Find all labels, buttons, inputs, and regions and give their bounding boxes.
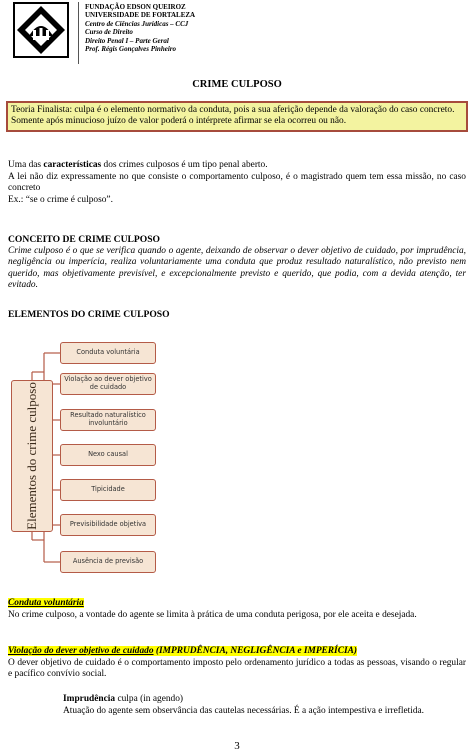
element-node-conduta: Conduta voluntária (60, 342, 156, 364)
imprudencia-bold: Imprudência (63, 694, 116, 704)
element-node-resultado: Resultado naturalístico involuntário (60, 409, 156, 431)
intro-text-start: Uma das (8, 160, 44, 170)
conduct-heading: Conduta voluntária (8, 598, 84, 608)
intro-example: Ex.: “se o crime é culposo”. (8, 194, 113, 205)
conduct-text: No crime culposo, a vontade do agente se limita à prática de uma conduta perigosa, por ele aceita e desejada. (8, 609, 417, 620)
header-line-2: UNIVERSIDADE DE FORTALEZA (85, 11, 196, 20)
page-title: CRIME CULPOSO (192, 79, 282, 90)
duty-heading-wrap (8, 646, 466, 658)
imprudencia-text: Atuação do agente sem observância das cautelas necessárias. É a ação intempestiva e irrefletida. (63, 705, 425, 716)
header-line-6: Prof. Régis Gonçalves Pinheiro (85, 45, 176, 54)
duty-heading: Violação do dever objetivo de cuidado (8, 646, 154, 656)
duty-text: O dever objetivo de cuidado é o comportamento imposto pelo ordenamento jurídico a todas as pessoas, visando o regular e pacífico convívio social. (8, 657, 466, 680)
concept-section (8, 234, 466, 292)
intro-section (8, 160, 466, 206)
university-logo (13, 2, 69, 58)
highlight-box (6, 101, 468, 132)
intro-paragraph-1 (8, 160, 466, 172)
element-node-tipicidade: Tipicidade (60, 479, 156, 501)
concept-text: Crime culposo é o que se verifica quando o agente, deixando de observar o dever objetivo de cuidado, por imprudência, negligência ou imperícia, realiza voluntariamente uma conduta que produz resultado naturalístico, não previsto nem querido, mas objetivamente previsível, e excepcionalmente previsto e querido, que podia, com a devida atenção, ter evitado. (8, 245, 466, 291)
institution-header (85, 3, 325, 53)
intro-bold-term: características (43, 160, 102, 170)
header-divider (78, 2, 79, 64)
conduct-section (8, 598, 466, 621)
intro-paragraph-2: A lei não diz expressamente no que consiste o comportamento culposo, é o magistrado quem tem essa missão, no caso concreto (8, 171, 466, 194)
concept-heading: CONCEITO DE CRIME CULPOSO (8, 234, 161, 245)
diagram-root-label: Elementos do crime culposo (24, 382, 39, 530)
imprudencia-title (63, 694, 466, 706)
intro-text-end: dos crimes culposos é um tipo penal aberto. (101, 160, 268, 170)
imprudencia-section (63, 694, 466, 717)
duty-section (8, 646, 466, 681)
element-node-violacao: Violação ao dever objetivo de cuidado (60, 373, 156, 395)
elements-heading-wrap (8, 309, 466, 321)
duty-heading-rest: (IMPRUDÊNCIA, NEGLIGÊNCIA e IMPERÍCIA) (153, 646, 357, 656)
elements-heading: ELEMENTOS DO CRIME CULPOSO (8, 309, 170, 320)
imprudencia-rest: culpa (in agendo) (115, 694, 184, 704)
highlight-line-1: Teoria Finalista: culpa é o elemento normativo da conduta, pois a sua aferição depende da valoração do caso concreto. (11, 105, 455, 115)
header-line-3: Centro de Ciências Jurídicas – CCJ (85, 19, 189, 28)
header-line-1: FUNDAÇÃO EDSON QUEIROZ (85, 3, 186, 11)
page-number: 3 (234, 740, 240, 752)
header-line-5: Direito Penal I – Parte Geral (85, 36, 169, 45)
element-node-nexo: Nexo causal (60, 444, 156, 466)
element-node-previsibilidade: Previsibilidade objetiva (60, 514, 156, 536)
highlight-line-2: Somente após minucioso juízo de valor poderá o intérprete afirmar se ela ocorreu ou não. (11, 116, 347, 127)
diagram-root-box (11, 380, 53, 532)
conduct-heading-wrap (8, 598, 466, 610)
element-node-ausencia: Ausência de previsão (60, 551, 156, 573)
header-line-4: Curso de Direito (85, 28, 133, 37)
